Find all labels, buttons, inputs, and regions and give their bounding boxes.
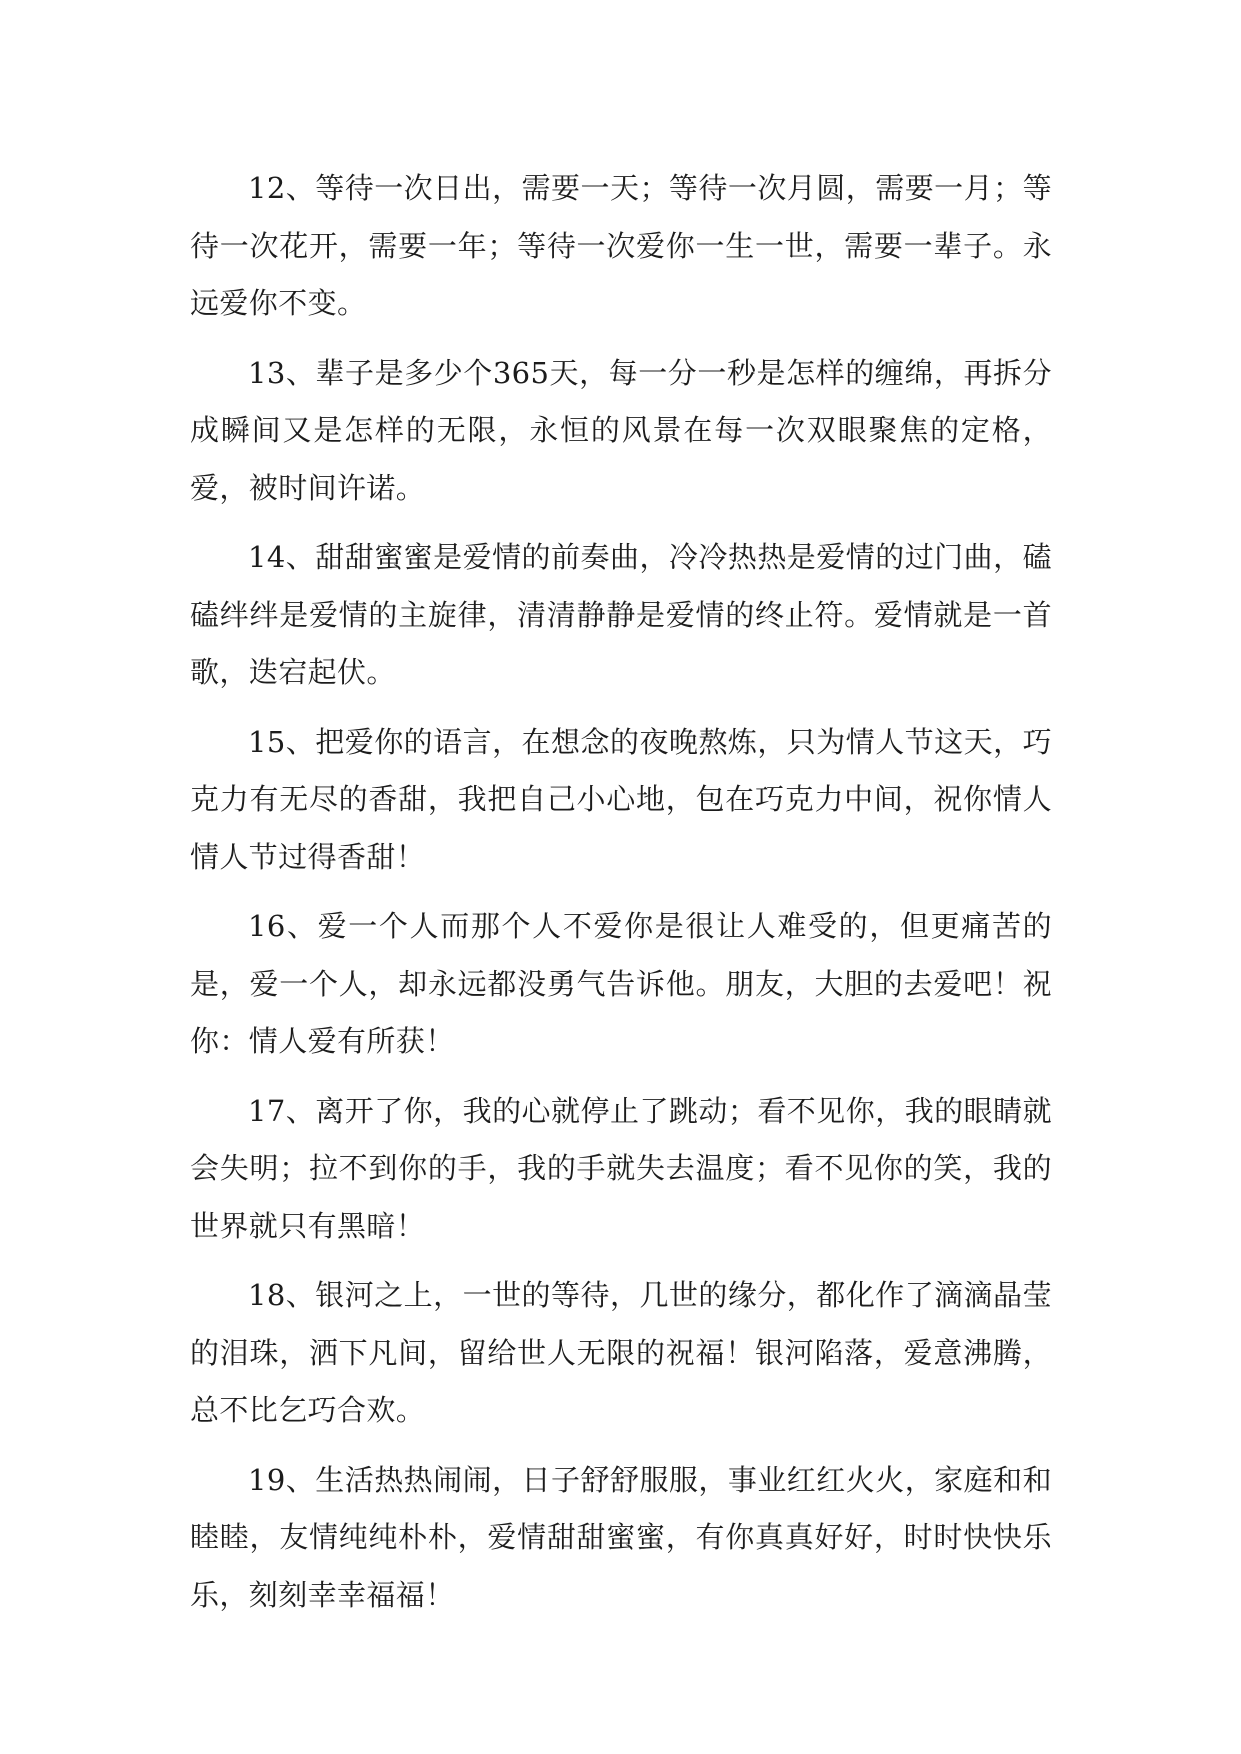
paragraph-18: 18、银河之上，一世的等待，几世的缘分，都化作了滴滴晶莹的泪珠，洒下凡间，留给世人无限的祝福！银河陷落，爱意沸腾，总不比乞巧合欢。 [190, 1278, 1052, 1427]
paragraph-14: 14、甜甜蜜蜜是爱情的前奏曲，冷冷热热是爱情的过门曲，磕磕绊绊是爱情的主旋律，清清静静是爱情的终止符。爱情就是一首歌，迭宕起伏。 [190, 540, 1052, 689]
document-body [190, 160, 1052, 1636]
paragraph-15: 15、把爱你的语言，在想念的夜晚熬炼，只为情人节这天，巧克力有无尽的香甜，我把自己小心地，包在巧克力中间，祝你情人情人节过得香甜！ [190, 724, 1052, 874]
paragraph-12: 12、等待一次日出，需要一天；等待一次月圆，需要一月；等待一次花开，需要一年；等待一次爱你一生一世，需要一辈子。永远爱你不变。 [190, 171, 1052, 320]
paragraph-19: 19、生活热热闹闹，日子舒舒服服，事业红红火火，家庭和和睦睦，友情纯纯朴朴，爱情甜甜蜜蜜，有你真真好好，时时快快乐乐，刻刻幸幸福福！ [190, 1462, 1052, 1612]
paragraph-13: 13、辈子是多少个365天，每一分一秒是怎样的缠绵，再拆分成瞬间又是怎样的无限，永恒的风景在每一次双眼聚焦的定格，爱，被时间许诺。 [190, 355, 1052, 505]
paragraph-16: 16、爱一个人而那个人不爱你是很让人难受的，但更痛苦的是，爱一个人，却永远都没勇气告诉他。朋友，大胆的去爱吧！祝你：情人爱有所获！ [190, 909, 1052, 1058]
paragraph-17: 17、离开了你，我的心就停止了跳动；看不见你，我的眼睛就会失明；拉不到你的手，我的手就失去温度；看不见你的笑，我的世界就只有黑暗！ [190, 1093, 1052, 1243]
